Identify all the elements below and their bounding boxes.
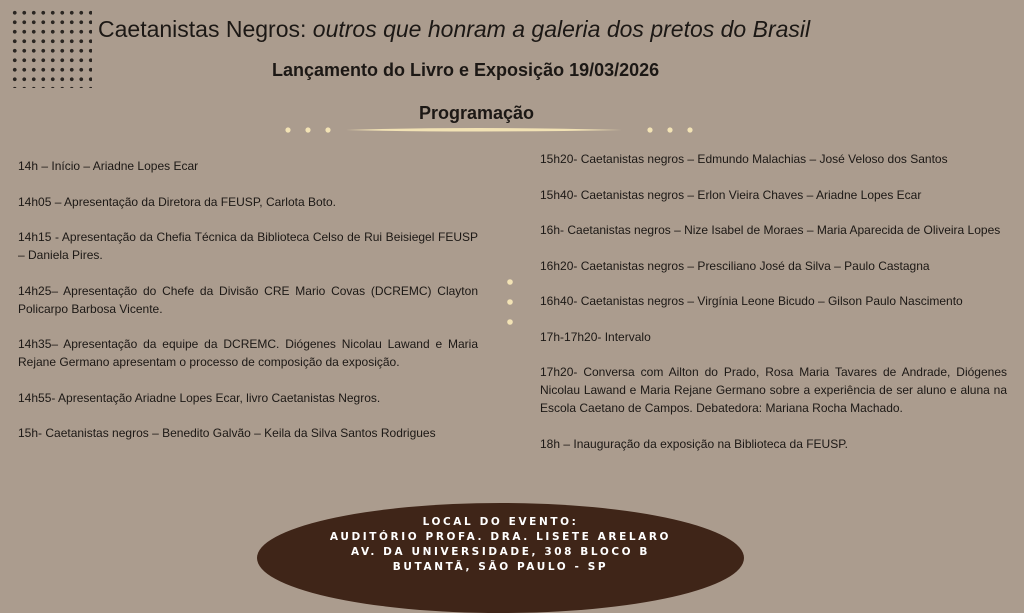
- schedule-item: 14h – Início – Ariadne Lopes Ecar: [18, 159, 199, 173]
- venue-address: AV. DA UNIVERSIDADE, 308 BLOCO B: [350, 546, 651, 558]
- ornament-dot: [305, 127, 310, 132]
- schedule-item: 18h – Inauguração da exposição na Biblioteca da FEUSP.: [540, 436, 848, 451]
- venue-city: BUTANTÃ, SÃO PAULO - SP: [392, 561, 609, 573]
- schedule-item: 14h05 – Apresentação da Diretora da FEUSP, Carlota Boto.: [18, 194, 336, 209]
- page-title: [98, 16, 998, 43]
- ornament-dot: [687, 127, 692, 132]
- schedule-item: 15h- Caetanistas negros – Benedito Galvão – Keila da Silva Santos Rodrigues: [18, 426, 436, 440]
- venue-auditorium: AUDITÓRIO PROFA. DRA. LISETE ARELARO: [329, 531, 672, 543]
- title-main: Caetanistas Negros:: [98, 16, 307, 42]
- schedule-item: 16h- Caetanistas negros – Nize Isabel de Moraes – Maria Aparecida de Oliveira Lopes: [540, 223, 1001, 237]
- schedule-item: 16h40- Caetanistas negros – Virgínia Leone Bicudo – Gilson Paulo Nascimento: [540, 294, 963, 308]
- ornament-dot: [667, 127, 672, 132]
- venue-label: LOCAL DO EVENTO:: [422, 516, 579, 528]
- divider-dot: [507, 279, 513, 285]
- page-subtitle: Lançamento do Livro e Exposição 19/03/2026: [272, 60, 660, 80]
- schedule-right-column: [540, 150, 1007, 470]
- schedule-left-column: [18, 157, 478, 460]
- heading-ornament: [282, 121, 698, 139]
- schedule-item: 14h55- Apresentação Ariadne Lopes Ecar, livro Caetanistas Negros.: [18, 390, 381, 405]
- schedule-item: 17h-17h20- Intervalo: [540, 329, 651, 344]
- divider-dot: [507, 299, 513, 305]
- dot-grid-decoration: [10, 8, 92, 88]
- title-italic: outros que honram a galeria dos pretos do Brasil: [312, 16, 811, 42]
- schedule-item: 15h20- Caetanistas negros – Edmundo Malachias – José Veloso dos Santos: [540, 152, 948, 166]
- ornament-line: [346, 128, 622, 132]
- column-divider-dots: [503, 276, 517, 328]
- ornament-dot: [325, 127, 330, 132]
- venue-info: [257, 515, 744, 575]
- schedule-item: 14h15 - Apresentação da Chefia Técnica da Biblioteca Celso de Rui Beisiegel FEUSP – Daniela Pires.: [18, 230, 478, 262]
- ornament-dot: [647, 127, 652, 132]
- schedule-item: 14h25– Apresentação do Chefe da Divisão CRE Mario Covas (DCREMC) Clayton Policarpo Barbosa Vicente.: [18, 283, 478, 316]
- programacao-heading: Programação: [419, 103, 535, 123]
- schedule-item: 14h35– Apresentação da equipe da DCREMC. Diógenes Nicolau Lawand e Maria Rejane Germano apresentam o processo de composição da exposição.: [18, 337, 478, 369]
- divider-dot: [507, 319, 513, 325]
- schedule-item: 15h40- Caetanistas negros – Erlon Vieira Chaves – Ariadne Lopes Ecar: [540, 187, 922, 202]
- schedule-item: 17h20- Conversa com Ailton do Prado, Rosa Maria Tavares de Andrade, Diógenes Nicolau Lawand e Maria Rejane Germano sobre a experiência de ser aluno e aluna na Escola Caetano de Campos. Debatedora: Mariana Rocha Machado.: [540, 365, 1007, 415]
- ornament-dot: [285, 127, 290, 132]
- schedule-item: 16h20- Caetanistas negros – Presciliano José da Silva – Paulo Castagna: [540, 258, 930, 273]
